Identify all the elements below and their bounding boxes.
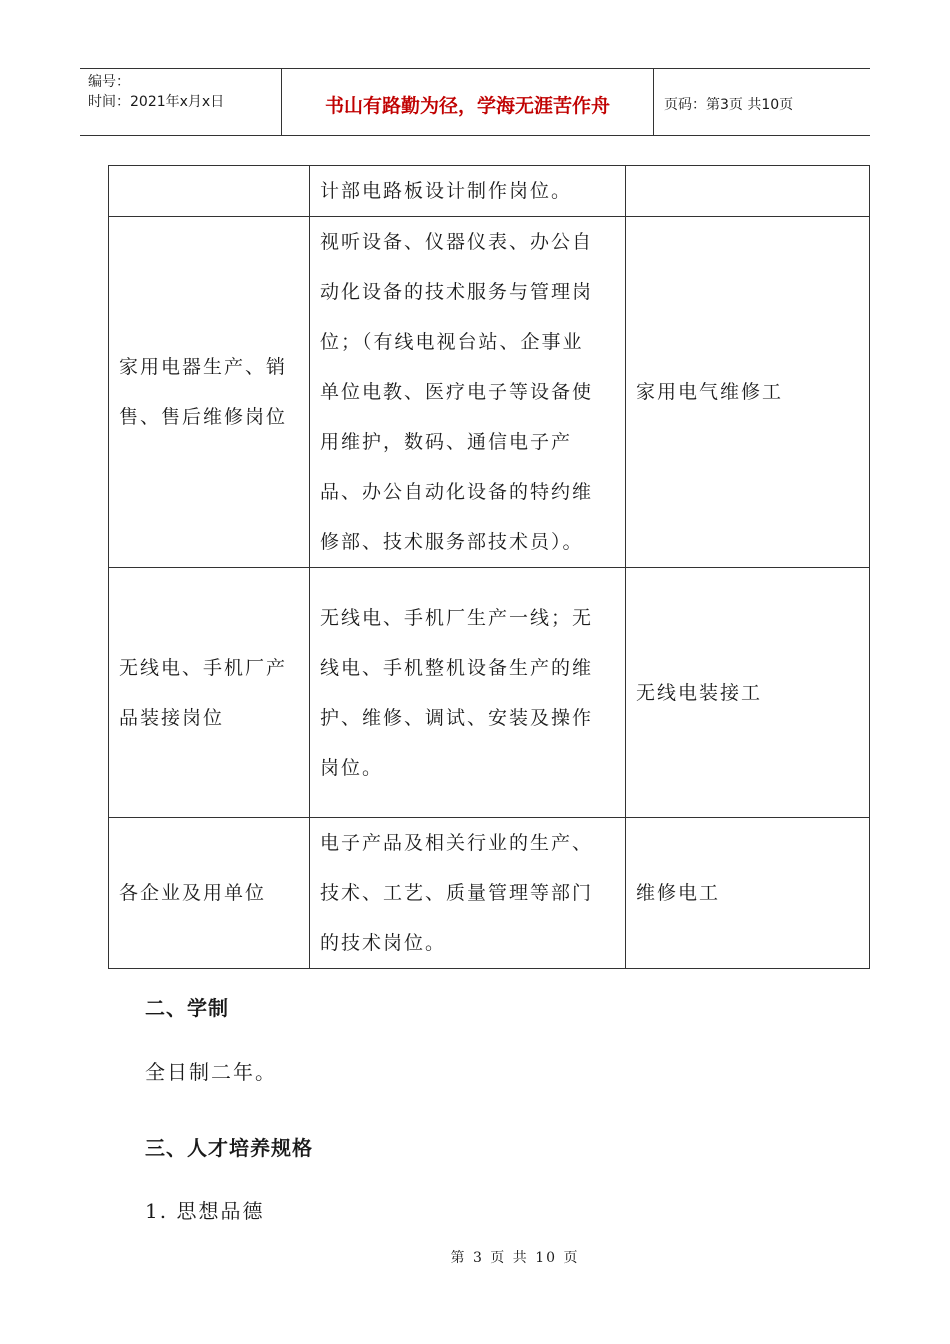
page-header <box>80 68 870 136</box>
header-time: 时间：2021年x月x日 <box>88 94 225 110</box>
section-heading-schooling: 二、学制 <box>145 996 229 1020</box>
table-cell-description: 无线电、手机厂生产一线；无 线电、手机整机设备生产的维 护、维修、调试、安装及操作 岗位。 <box>310 568 626 818</box>
table-cell-trade: 无线电装接工 <box>626 568 870 818</box>
table-cell-trade <box>626 166 870 217</box>
header-meta <box>80 69 282 135</box>
table-row <box>109 818 870 969</box>
table-cell-description: 电子产品及相关行业的生产、 技术、工艺、质量管理等部门 的技术岗位。 <box>310 818 626 969</box>
table-cell-description: 视听设备、仪器仪表、办公自 动化设备的技术服务与管理岗 位；（有线电视台站、企事业 单位电教、医疗电子等设备使 用维护，数码、通信电子产 品、办公自动化设备的特约维 修部、技术服务部技术员）。 <box>310 217 626 568</box>
table-cell-position: 各企业及用单位 <box>109 818 310 969</box>
header-code: 编号： <box>88 74 130 90</box>
table-cell-position: 无线电、手机厂产 品装接岗位 <box>109 568 310 818</box>
table-cell-position <box>109 166 310 217</box>
table-cell-trade: 维修电工 <box>626 818 870 969</box>
table-cell-position: 家用电器生产、销 售、售后维修岗位 <box>109 217 310 568</box>
section-item-ideology: 1. 思想品德 <box>145 1199 265 1223</box>
table-row <box>109 568 870 818</box>
page-footer: 第 3 页 共 10 页 <box>450 1250 580 1266</box>
header-motto: 书山有路勤为径，学海无涯苦作舟 <box>282 69 654 135</box>
table-cell-description: 计部电路板设计制作岗位。 <box>310 166 626 217</box>
header-page-info: 页码：第3页 共10页 <box>664 97 794 113</box>
job-table <box>108 165 870 969</box>
table-row <box>109 217 870 568</box>
table-cell-trade: 家用电气维修工 <box>626 217 870 568</box>
section-text-schooling: 全日制二年。 <box>145 1060 277 1084</box>
section-heading-talent-spec: 三、人才培养规格 <box>145 1136 313 1160</box>
table-row <box>109 166 870 217</box>
